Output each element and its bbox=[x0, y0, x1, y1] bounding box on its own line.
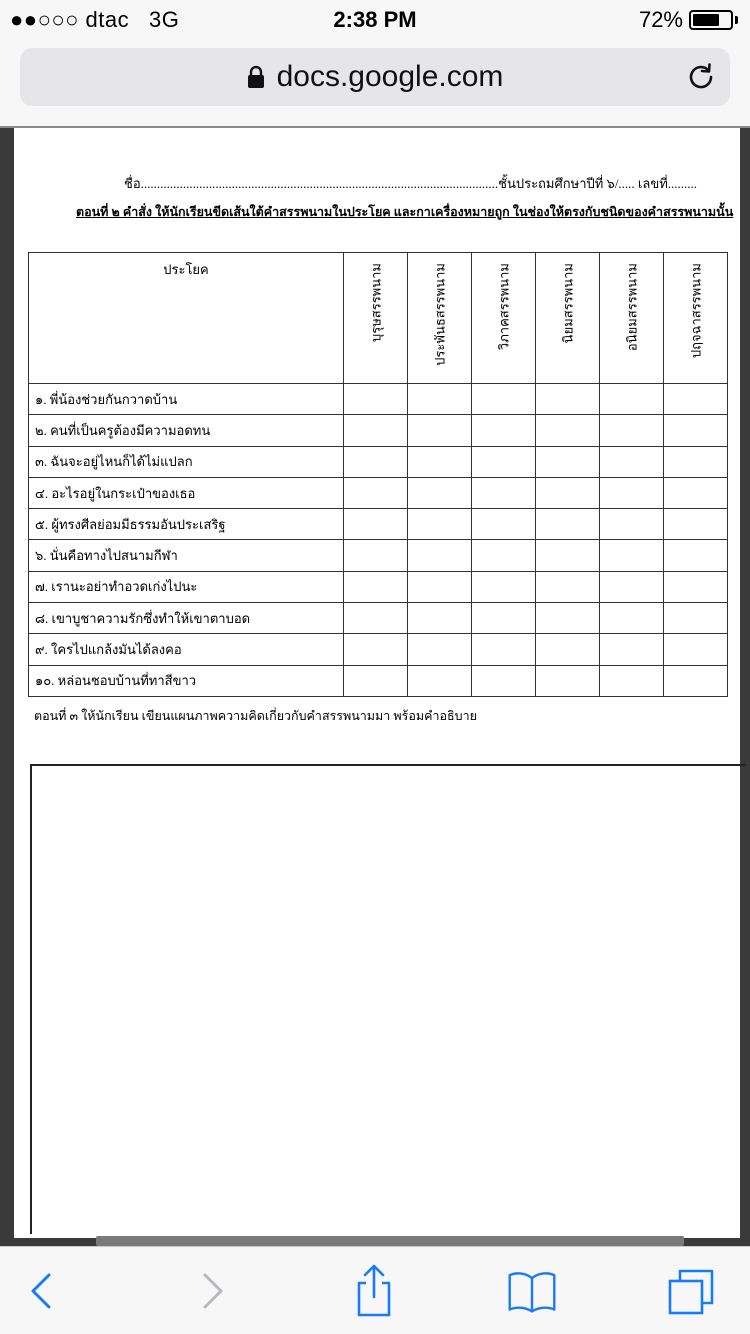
answer-cell bbox=[536, 446, 600, 477]
answer-cell bbox=[472, 571, 536, 602]
answer-cell bbox=[344, 571, 408, 602]
forward-icon bbox=[197, 1271, 227, 1311]
answer-cell bbox=[600, 634, 664, 665]
column-label: ประพันธสรรพนาม bbox=[432, 263, 447, 366]
answer-cell bbox=[664, 384, 728, 415]
answer-cell bbox=[536, 603, 600, 634]
answer-cell bbox=[344, 665, 408, 696]
forward-button[interactable] bbox=[186, 1265, 238, 1317]
table-row bbox=[29, 571, 728, 602]
answer-cell bbox=[600, 446, 664, 477]
answer-cell bbox=[664, 509, 728, 540]
battery-fill bbox=[693, 14, 719, 26]
tabs-icon bbox=[666, 1265, 718, 1317]
table-row bbox=[29, 509, 728, 540]
answer-cell bbox=[472, 446, 536, 477]
horizontal-scrollbar[interactable] bbox=[96, 1236, 684, 1246]
answer-cell bbox=[408, 603, 472, 634]
answer-cell bbox=[408, 571, 472, 602]
status-bar bbox=[0, 0, 750, 40]
sentence-cell: ๗. เรานะอย่าทำอวดเก่งไปนะ bbox=[29, 571, 344, 602]
answer-cell bbox=[344, 446, 408, 477]
answer-cell bbox=[664, 665, 728, 696]
answer-cell bbox=[472, 509, 536, 540]
bookmarks-icon bbox=[506, 1267, 558, 1315]
sentence-cell: ๕. ผู้ทรงศีลย่อมมีธรรมอันประเสริฐ bbox=[29, 509, 344, 540]
answer-cell bbox=[344, 415, 408, 446]
answer-cell bbox=[664, 634, 728, 665]
answer-cell bbox=[472, 415, 536, 446]
battery-tip bbox=[735, 16, 738, 24]
answer-cell bbox=[344, 509, 408, 540]
battery-status bbox=[639, 7, 738, 33]
answer-cell bbox=[600, 603, 664, 634]
answer-cell bbox=[536, 634, 600, 665]
answer-cell bbox=[472, 634, 536, 665]
answer-cell bbox=[408, 446, 472, 477]
answer-cell bbox=[600, 415, 664, 446]
column-label: อนิยมสรรพนาม bbox=[624, 263, 639, 352]
share-button[interactable] bbox=[348, 1265, 400, 1317]
instruction-part-3: ตอนที่ ๓ ให้นักเรียน เขียนแผนภาพความคิดเกี่ยวกับคำสรรพนามมา พร้อมคำอธิบาย bbox=[34, 709, 477, 723]
answer-cell bbox=[664, 603, 728, 634]
answer-cell bbox=[600, 509, 664, 540]
sentence-cell: ๙. ใครไปแกล้งมันได้ลงคอ bbox=[29, 634, 344, 665]
battery-icon bbox=[689, 10, 733, 30]
pronoun-table bbox=[28, 252, 728, 697]
answer-cell bbox=[408, 540, 472, 571]
answer-cell bbox=[344, 634, 408, 665]
sentence-column-header: ประโยค bbox=[29, 253, 344, 384]
column-label: นิยมสรรพนาม bbox=[560, 263, 575, 344]
answer-cell bbox=[536, 415, 600, 446]
answer-cell bbox=[600, 540, 664, 571]
table-row bbox=[29, 477, 728, 508]
answer-cell bbox=[472, 477, 536, 508]
back-icon bbox=[27, 1271, 57, 1311]
answer-cell bbox=[664, 415, 728, 446]
answer-cell bbox=[408, 477, 472, 508]
table-row bbox=[29, 384, 728, 415]
answer-cell bbox=[408, 415, 472, 446]
student-info-line: ชื่อ..............................................................................................................ชั้นประถมศึกษาปีที่ ๖/..... เลขที่......... bbox=[124, 176, 698, 191]
answer-cell bbox=[536, 509, 600, 540]
answer-cell bbox=[600, 571, 664, 602]
clock: 2:38 PM bbox=[333, 7, 417, 32]
bottom-toolbar bbox=[0, 1246, 750, 1334]
answer-cell bbox=[664, 571, 728, 602]
document-page bbox=[14, 128, 740, 1238]
column-header bbox=[344, 253, 408, 384]
answer-cell bbox=[472, 540, 536, 571]
answer-cell bbox=[344, 540, 408, 571]
answer-cell bbox=[408, 665, 472, 696]
answer-cell bbox=[344, 477, 408, 508]
answer-cell bbox=[664, 540, 728, 571]
column-header bbox=[536, 253, 600, 384]
answer-cell bbox=[472, 384, 536, 415]
answer-cell bbox=[536, 540, 600, 571]
sentence-cell: ๒. คนที่เป็นครูต้องมีความอดทน bbox=[29, 415, 344, 446]
url-text: docs.google.com bbox=[276, 60, 504, 93]
network-type: 3G bbox=[148, 7, 180, 32]
back-button[interactable] bbox=[16, 1265, 68, 1317]
column-label: วิภาคสรรพนาม bbox=[496, 263, 511, 351]
column-header bbox=[408, 253, 472, 384]
table-row bbox=[29, 603, 728, 634]
answer-box bbox=[30, 764, 746, 1234]
carrier-name: ●●○○○ dtac bbox=[10, 7, 130, 32]
table-header-row bbox=[29, 253, 728, 384]
answer-cell bbox=[408, 384, 472, 415]
sentence-cell: ๘. เขาบูชาความรักซึ่งทำให้เขาตาบอด bbox=[29, 603, 344, 634]
answer-cell bbox=[472, 665, 536, 696]
battery-percent: 72% bbox=[638, 7, 683, 32]
answer-cell bbox=[536, 665, 600, 696]
answer-cell bbox=[536, 384, 600, 415]
answer-cell bbox=[536, 477, 600, 508]
answer-cell bbox=[408, 634, 472, 665]
sentence-cell: ๑๐. หล่อนชอบบ้านที่ทาสีขาว bbox=[29, 665, 344, 696]
answer-cell bbox=[600, 477, 664, 508]
tabs-button[interactable] bbox=[666, 1265, 718, 1317]
address-bar[interactable] bbox=[20, 48, 730, 106]
column-header bbox=[664, 253, 728, 384]
document-viewer[interactable] bbox=[0, 128, 750, 1246]
table-row bbox=[29, 665, 728, 696]
answer-cell bbox=[600, 665, 664, 696]
answer-cell bbox=[408, 509, 472, 540]
sentence-cell: ๑. พี่น้องช่วยกันกวาดบ้าน bbox=[29, 384, 344, 415]
share-icon bbox=[352, 1263, 396, 1319]
answer-cell bbox=[472, 603, 536, 634]
answer-cell bbox=[664, 477, 728, 508]
reload-icon[interactable] bbox=[686, 62, 716, 92]
bookmarks-button[interactable] bbox=[506, 1265, 558, 1317]
table-row bbox=[29, 415, 728, 446]
column-header bbox=[600, 253, 664, 384]
table-row bbox=[29, 634, 728, 665]
instruction-part-2: ตอนที่ ๒ คำสั่ง ให้นักเรียนขีดเส้นใต้คำสรรพนามในประโยค และกาเครื่องหมายถูก ในช่องให้ตรงกับชนิดของคำสรรพนามนั้น bbox=[76, 205, 734, 219]
column-label: บุรุษสรรพนาม bbox=[368, 263, 383, 343]
answer-cell bbox=[600, 384, 664, 415]
answer-cell bbox=[344, 384, 408, 415]
answer-cell bbox=[536, 571, 600, 602]
table-row bbox=[29, 540, 728, 571]
sentence-cell: ๔. อะไรอยู่ในกระเป๋าของเธอ bbox=[29, 477, 344, 508]
table-row bbox=[29, 446, 728, 477]
column-header bbox=[472, 253, 536, 384]
answer-cell bbox=[664, 446, 728, 477]
column-label: ปฤจฉาสรรพนาม bbox=[688, 263, 703, 359]
sentence-cell: ๓. ฉันจะอยู่ไหนก็ได้ไม่แปลก bbox=[29, 446, 344, 477]
answer-cell bbox=[344, 603, 408, 634]
sentence-cell: ๖. นั่นคือทางไปสนามกีฬา bbox=[29, 540, 344, 571]
lock-icon bbox=[247, 65, 265, 89]
